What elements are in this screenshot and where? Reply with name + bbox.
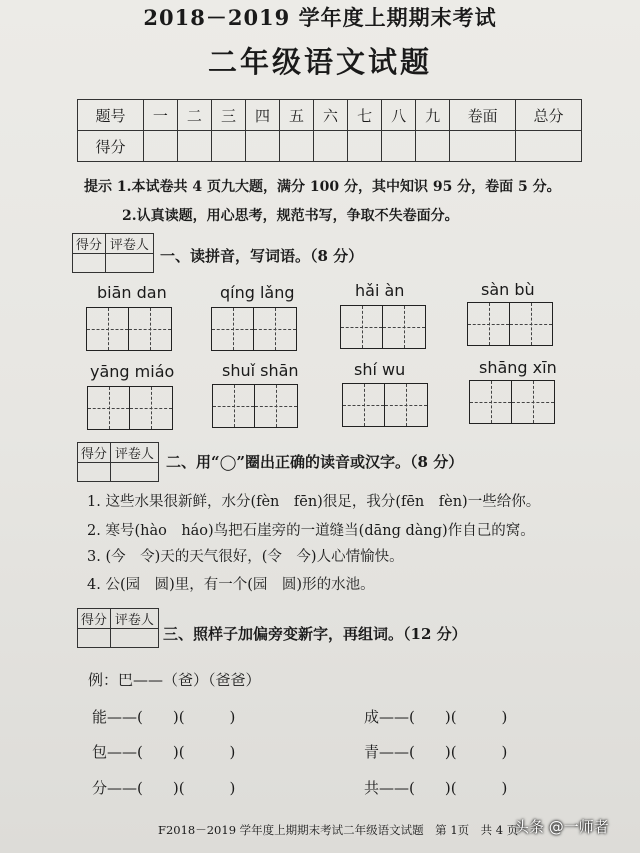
- grader-label: 评卷人: [110, 443, 158, 463]
- fill-item[interactable]: 能——( )( ): [92, 708, 236, 726]
- writing-grid[interactable]: [469, 380, 555, 424]
- score-table-head-row: [78, 100, 582, 131]
- score-entry-cell[interactable]: [211, 131, 245, 162]
- score-head-cell: 一: [143, 100, 177, 131]
- grader-name-cell[interactable]: [110, 629, 158, 648]
- score-head-cell: 八: [382, 100, 416, 131]
- fill-item[interactable]: 青——( )( ): [364, 743, 508, 761]
- score-label: 得分: [78, 609, 111, 629]
- pinyin-label: qíng lǎng: [220, 283, 295, 302]
- score-table-score-row: [78, 131, 582, 162]
- writing-grid[interactable]: [87, 386, 173, 430]
- score-entry-cell[interactable]: [245, 131, 279, 162]
- question-item: 4. 公(园 圆)里，有一个(园 圆)形的水池。: [87, 577, 375, 593]
- score-label: 得分: [78, 443, 111, 463]
- score-head-cell: 七: [348, 100, 382, 131]
- watermark: [512, 816, 609, 837]
- score-head-cell: 三: [211, 100, 245, 131]
- score-entry-cell[interactable]: [143, 131, 177, 162]
- score-entry-cell[interactable]: [177, 131, 211, 162]
- pinyin-label: shí wu: [354, 360, 406, 379]
- question-item: 1. 这些水果很新鲜，水分(fèn fēn)很足，我分(fēn fèn)一些给你。: [87, 494, 541, 510]
- grader-box-2: [77, 442, 159, 482]
- pinyin-label: biān dan: [97, 283, 167, 302]
- grader-name-cell[interactable]: [105, 254, 153, 273]
- score-row-label: 得分: [78, 131, 144, 162]
- score-entry-cell[interactable]: [416, 131, 450, 162]
- pinyin-label: sàn bù: [481, 280, 535, 299]
- exam-title: 2018－2019 学年度上期期末考试: [143, 5, 497, 30]
- score-head-cell: 二: [177, 100, 211, 131]
- score-head-cell: 九: [416, 100, 450, 131]
- grader-label: 评卷人: [105, 234, 153, 254]
- exam-subtitle: 二年级语文试题: [207, 45, 432, 79]
- score-entry-cell[interactable]: [516, 131, 582, 162]
- score-head-cell: 题号: [78, 100, 144, 131]
- fill-item[interactable]: 分——( )( ): [92, 779, 236, 797]
- writing-grid[interactable]: [211, 307, 297, 351]
- page-footer: F2018－2019 学年度上期期末考试二年级语文试题 第 1页 共 4 页: [158, 823, 519, 837]
- watermark-text: 头条 @一师者: [514, 818, 609, 836]
- score-head-cell: 卷面: [450, 100, 516, 131]
- grader-box-1: [72, 233, 154, 273]
- grader-score-cell[interactable]: [73, 254, 106, 273]
- writing-grid[interactable]: [340, 305, 426, 349]
- score-entry-cell[interactable]: [382, 131, 416, 162]
- writing-grid[interactable]: [342, 383, 428, 427]
- section-1-title: 一、读拼音，写词语。（8 分）: [160, 247, 364, 265]
- score-head-cell: 总分: [516, 100, 582, 131]
- pinyin-label: yāng miáo: [90, 362, 175, 381]
- example-line: 例：巴——（爸）（爸爸）: [88, 671, 261, 689]
- score-table: [77, 99, 582, 162]
- hint-line-2: 2.认真读题，用心思考，规范书写，争取不失卷面分。: [122, 208, 459, 224]
- section-2-title: 二、用“◯”圈出正确的读音或汉字。（8 分）: [166, 453, 464, 471]
- grader-score-cell[interactable]: [78, 463, 111, 482]
- grader-box-3: [77, 608, 159, 648]
- fill-item[interactable]: 成——( )( ): [364, 708, 508, 726]
- score-head-cell: 五: [280, 100, 314, 131]
- writing-grid[interactable]: [467, 302, 553, 346]
- writing-grid[interactable]: [212, 384, 298, 428]
- grader-score-cell[interactable]: [78, 629, 111, 648]
- grader-name-cell[interactable]: [110, 463, 158, 482]
- pinyin-label: shāng xīn: [479, 358, 557, 377]
- score-label: 得分: [73, 234, 106, 254]
- score-entry-cell[interactable]: [348, 131, 382, 162]
- fill-item[interactable]: 共——( )( ): [364, 779, 508, 797]
- section-3-title: 三、照样子加偏旁变新字，再组词。（12 分）: [163, 625, 467, 643]
- score-entry-cell[interactable]: [314, 131, 348, 162]
- question-item: 2. 寒号(hào háo)鸟把石崖旁的一道缝当(dāng dàng)作自己的窝。: [87, 523, 535, 539]
- fill-item[interactable]: 包——( )( ): [92, 743, 236, 761]
- score-entry-cell[interactable]: [450, 131, 516, 162]
- score-entry-cell[interactable]: [280, 131, 314, 162]
- pinyin-label: shuǐ shān: [222, 361, 299, 380]
- hint-line-1: 提示 1.本试卷共 4 页九大题，满分 100 分，其中知识 95 分，卷面 5 分。: [84, 179, 561, 195]
- writing-grid[interactable]: [86, 307, 172, 351]
- score-head-cell: 六: [314, 100, 348, 131]
- question-item: 3. (今 令)天的天气很好，(令 今)人心情愉快。: [87, 549, 404, 565]
- grader-label: 评卷人: [110, 609, 158, 629]
- score-head-cell: 四: [245, 100, 279, 131]
- pinyin-label: hǎi àn: [355, 281, 405, 300]
